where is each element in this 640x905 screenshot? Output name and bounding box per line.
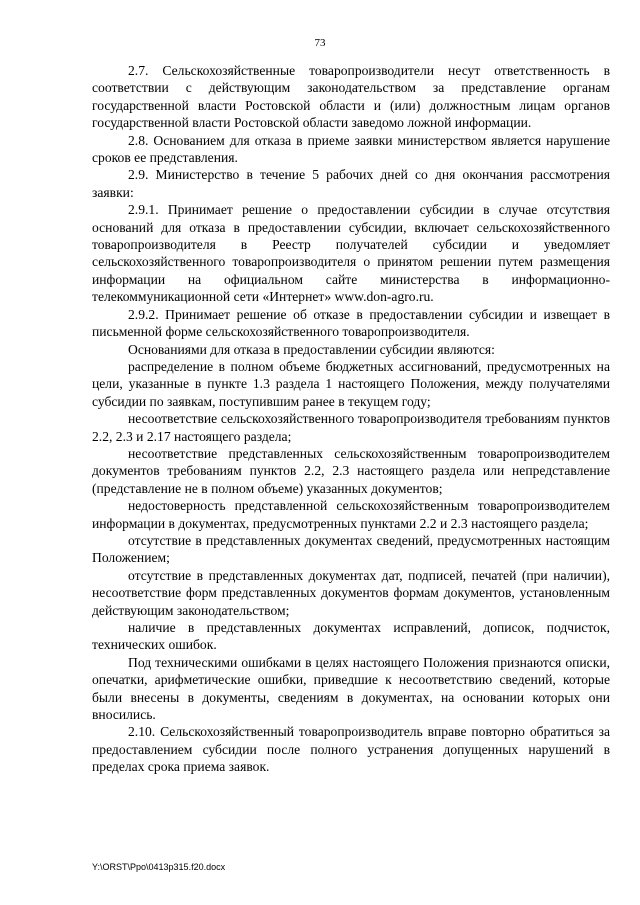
refusal-ground-item: наличие в представленных документах исправлений, дописок, подчисток, технических ошибок. — [92, 620, 610, 653]
document-body — [92, 62, 610, 776]
paragraph-2-9-1: 2.9.1. Принимает решение о предоставлении субсидии в случае отсутствия оснований для отказа в предоставлении субсидии, включает сельскохозяйственного товаропроизводителя в Реестр получателей субсидии и уведомляет сельскохозяйственного товаропроизводителя о принятом решении путем размещения информации на официальном сайте министерства в информационно-телекоммуникационной сети «Интернет» www.don-agro.ru. — [92, 202, 610, 305]
refusal-grounds-intro: Основаниями для отказа в предоставлении субсидии являются: — [128, 341, 495, 357]
refusal-ground-item: несоответствие сельскохозяйственного товаропроизводителя требованиям пунктов 2.2, 2.3 и 2.17 настоящего раздела; — [92, 411, 610, 444]
footer-file-path: Y:\ORST\Ppo\0413p315.f20.docx — [92, 862, 226, 872]
refusal-ground-item: отсутствие в представленных документах сведений, предусмотренных настоящим Положением; — [92, 532, 610, 566]
paragraph-2-10: 2.10. Сельскохозяйственный товаропроизводитель вправе повторно обратиться за предоставлением субсидии после полного устранения допущенных нарушений в пределах срока приема заявок. — [92, 724, 610, 775]
paragraph-2-9: 2.9. Министерство в течение 5 рабочих дней со дня окончания рассмотрения заявки: — [92, 167, 610, 200]
technical-errors-definition: Под техническими ошибками в целях настоящего Положения признаются описки, опечатки, арифметические ошибки, приведшие к несоответствию сведений, которые были внесены в документы, сведениям в документах, на основании которых они вносились. — [92, 654, 610, 723]
refusal-ground-item: недостоверность представленной сельскохозяйственным товаропроизводителем информации в документах, предусмотренных пунктами 2.2 и 2.3 настоящего раздела; — [92, 498, 610, 531]
paragraph-2-9-2: 2.9.2. Принимает решение об отказе в предоставлении субсидии и извещает в письменной форме сельскохозяйственного товаропроизводителя. — [92, 306, 610, 340]
paragraph-2-8: 2.8. Основанием для отказа в приеме заявки министерством является нарушение сроков ее представления. — [92, 132, 610, 166]
refusal-ground-item: несоответствие представленных сельскохозяйственным товаропроизводителем документов требованиям пунктов 2.2, 2.3 настоящего раздела или непредставление (представление не в полном объеме) указанных документов; — [92, 445, 610, 496]
refusal-ground-item: распределение в полном объеме бюджетных ассигнований, предусмотренных на цели, указанные в пункте 1.3 раздела 1 настоящего Положения, между получателями субсидии по заявкам, поступившим ранее в текущем году; — [92, 358, 610, 409]
page-number: 73 — [314, 37, 326, 49]
refusal-ground-item: отсутствие в представленных документах дат, подписей, печатей (при наличии), несоответствие форм представленных документов формам документов, установленным действующим законодательством; — [92, 567, 610, 618]
paragraph-2-7: 2.7. Сельскохозяйственные товаропроизводители несут ответственность в соответствии с действующим законодательством за представление органам государственной власти Ростовской области и (или) должностным лицам органов государственной власти Ростовской области заведомо ложной информации. — [92, 63, 610, 131]
